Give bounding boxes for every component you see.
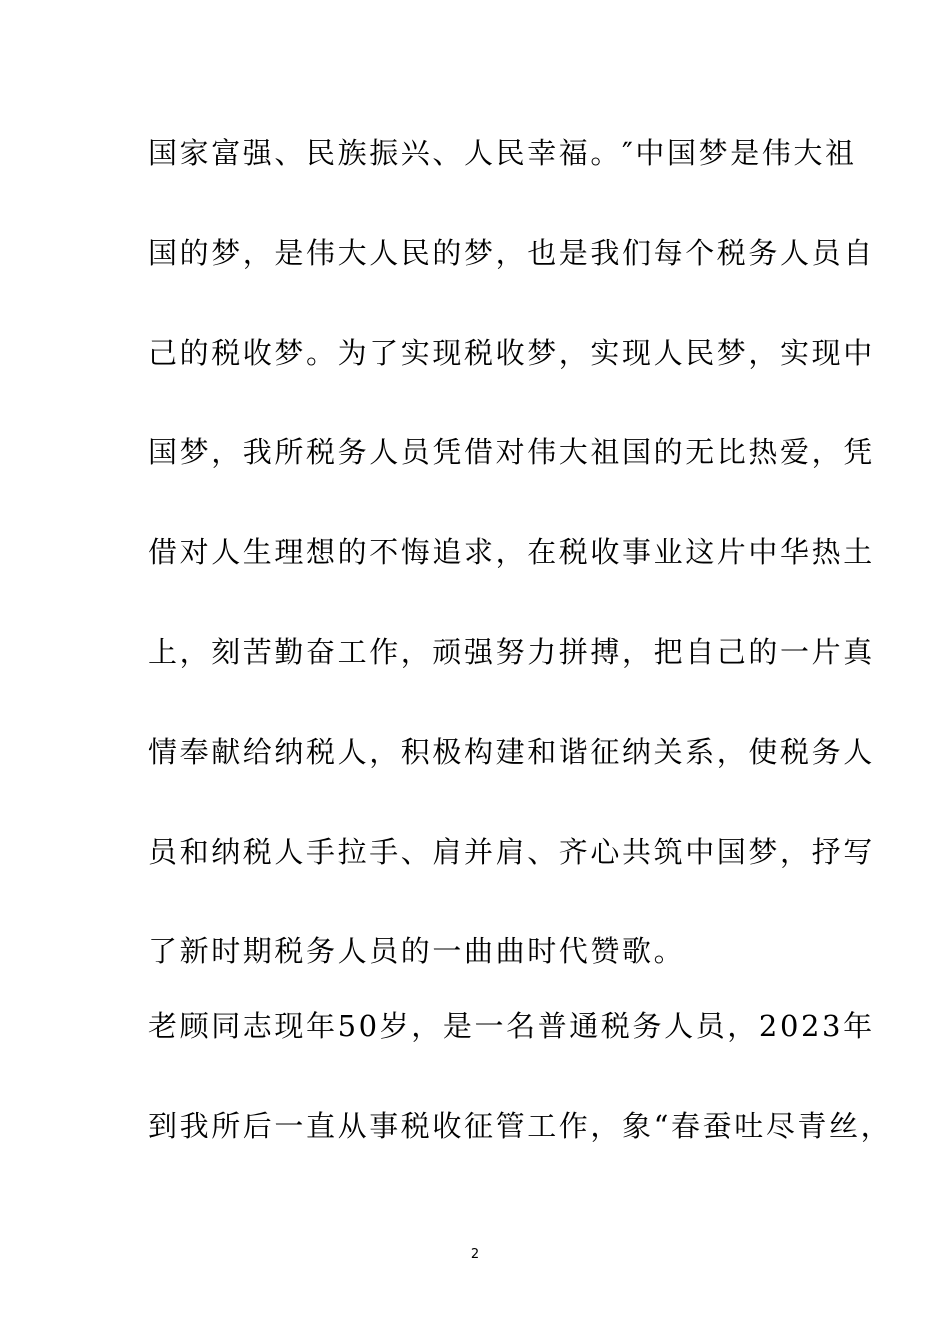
paragraph-line: 老顾同志现年50岁，是一名普通税务人员，2023年: [148, 1009, 875, 1043]
paragraph-line: 己的税收梦。为了实现税收梦，实现人民梦，实现中: [148, 336, 875, 370]
paragraph-line: 国的梦，是伟大人民的梦，也是我们每个税务人员自: [148, 236, 875, 270]
paragraph-line: 借对人生理想的不悔追求，在税收事业这片中华热土: [148, 535, 875, 569]
paragraph-line: 了新时期税务人员的一曲曲时代赞歌。: [148, 934, 686, 968]
paragraph-line: 上，刻苦勤奋工作，顽强努力拼搏，把自己的一片真: [148, 635, 875, 669]
paragraph-line: 员和纳税人手拉手、肩并肩、齐心共筑中国梦，抒写: [148, 835, 875, 869]
paragraph-line: 到我所后一直从事税收征管工作，象“春蚕吐尽青丝，: [148, 1109, 893, 1143]
paragraph-line: 国家富强、民族振兴、人民幸福。″中国梦是伟大祖: [148, 136, 857, 170]
paragraph-line: 情奉献给纳税人，积极构建和谐征纳关系，使税务人: [148, 735, 875, 769]
paragraph-line: 国梦，我所税务人员凭借对伟大祖国的无比热爱，凭: [148, 435, 875, 469]
page-number: 2: [470, 1247, 480, 1262]
